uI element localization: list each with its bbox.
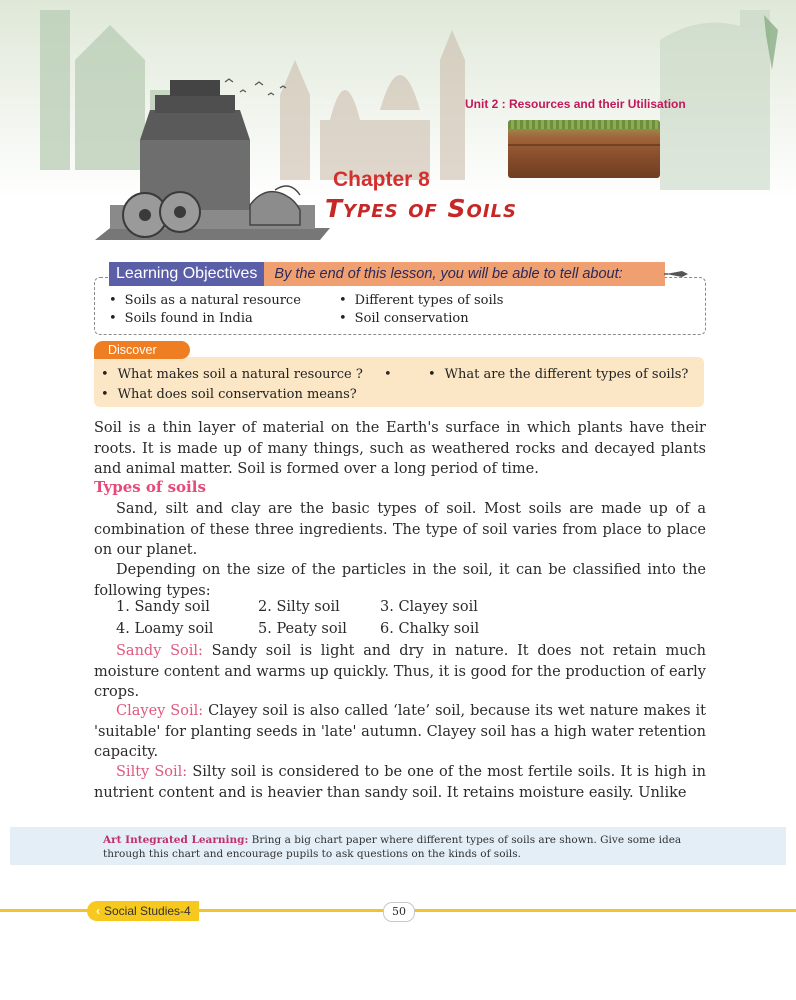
- soil-list-item: 2. Silty soil: [258, 599, 340, 615]
- pen-icon: [664, 268, 690, 280]
- section-heading: Types of soils: [94, 478, 206, 496]
- soil-photo: [508, 120, 660, 178]
- art-integrated-learning-text: [103, 833, 706, 861]
- silty-soil-label: Silty Soil:: [116, 764, 188, 780]
- learning-objectives-header: [109, 262, 665, 286]
- intro-paragraph: Soil is a thin layer of material on the Earth's surface in which plants have their roots. It is made up of many things, such as weathered rocks and decayed plants and animal matter. Soil is formed over a long period of time.: [94, 420, 706, 477]
- objective-item: • Different types of soils: [339, 293, 503, 308]
- silty-soil-text: Silty soil is considered to be one of the most fertile soils. It is high in nutrient content and is heavier than sandy soil. It retains moisture easily. Unlike: [94, 764, 706, 801]
- soil-list-item: 4. Loamy soil: [116, 621, 214, 637]
- clayey-soil-paragraph: [94, 701, 706, 763]
- objective-item: • Soils as a natural resource: [109, 293, 301, 308]
- sandy-soil-paragraph: [94, 641, 706, 703]
- objective-item: • Soils found in India: [109, 311, 253, 326]
- soil-list-item: 6. Chalky soil: [380, 621, 480, 637]
- chapter-label: Chapter 8: [333, 168, 430, 191]
- soil-list-item: 5. Peaty soil: [258, 621, 347, 637]
- soil-list-item: 1. Sandy soil: [116, 599, 210, 615]
- classify-paragraph: Depending on the size of the particles in the soil, it can be classified into the following types:: [94, 562, 706, 599]
- page-number: 50: [383, 902, 415, 922]
- art-integrated-learning-body: Bring a big chart paper where different types of soils are shown. Give some idea through this chart and encourage pupils to ask questions on the kinds of soils.: [103, 834, 682, 860]
- chevron-left-icon: ‹: [96, 904, 100, 918]
- discover-item: • What does soil conservation means?: [101, 387, 357, 402]
- objective-item: • Soil conservation: [339, 311, 469, 326]
- bullet-separator: •: [384, 367, 392, 382]
- discover-tag: Discover: [94, 341, 190, 359]
- art-integrated-learning-label: Art Integrated Learning:: [103, 834, 249, 846]
- subject-label: Social Studies-4: [104, 904, 191, 918]
- learning-objectives-intro: By the end of this lesson, you will be able to tell about:: [264, 262, 665, 286]
- discover-item-no-bullet: [428, 367, 688, 382]
- clayey-soil-label: Clayey Soil:: [116, 703, 204, 719]
- soil-list-item: 3. Clayey soil: [380, 599, 478, 615]
- discover-item: • What makes soil a natural resource ?: [101, 367, 363, 382]
- sandy-soil-label: Sandy Soil:: [116, 643, 203, 659]
- learning-objectives-tag: Learning Objectives: [109, 262, 264, 286]
- types-paragraph: Sand, silt and clay are the basic types of soil. Most soils are made up of a combination of these three ingredients. The type of soil varies from place to place on our planet.: [94, 501, 706, 558]
- chapter-title: Types of Soils: [325, 194, 517, 223]
- unit-title: Unit 2 : Resources and their Utilisation: [465, 97, 686, 111]
- silty-soil-paragraph: [94, 762, 706, 803]
- discover-item-text: What are the different types of soils?: [444, 367, 689, 382]
- clayey-soil-text: Clayey soil is also called ‘late’ soil, because its wet nature makes it 'suitable' for planting seeds in 'late' autumn. Clayey soil has a high water retention capacity.: [94, 703, 706, 760]
- sandy-soil-text: Sandy soil is light and dry in nature. It does not retain much moisture content and warms up quickly. Thus, it is good for the production of early crops.: [94, 643, 706, 700]
- subject-tab: [87, 901, 199, 921]
